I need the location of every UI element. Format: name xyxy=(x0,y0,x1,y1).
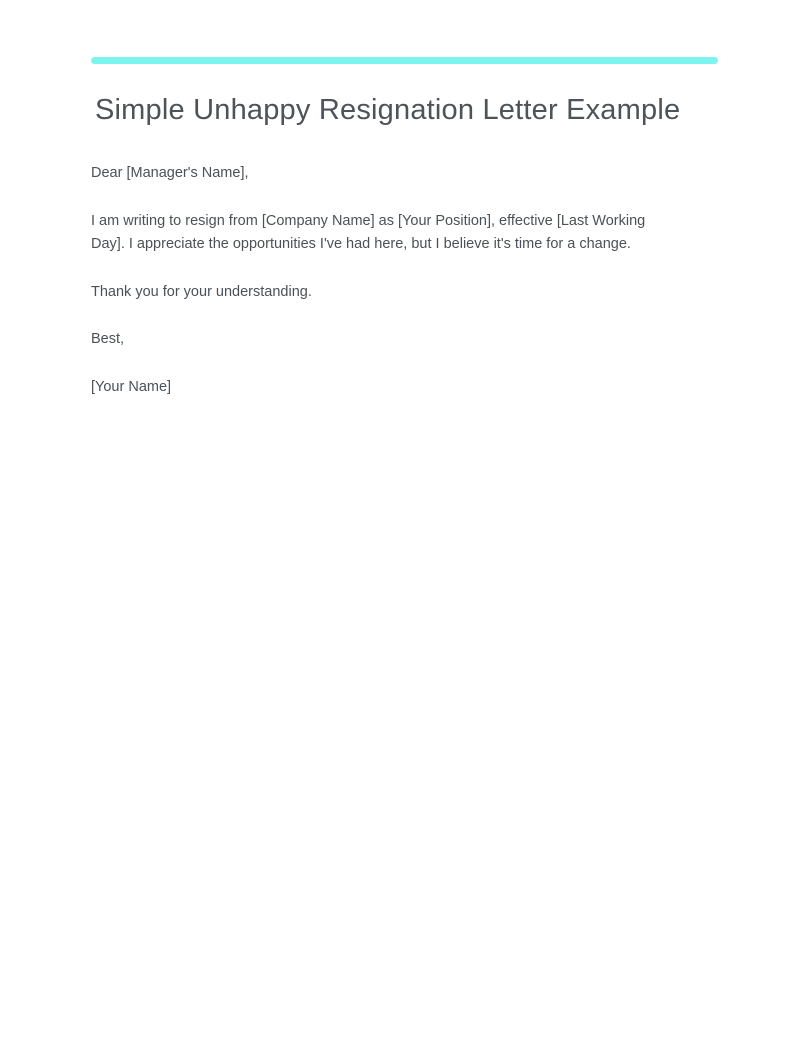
letter-closing: Best, xyxy=(91,331,125,348)
letter-paragraph-main: I am writing to resign from [Company Name] as [Your Position], effective [Last Working Day]. I appreciate the opportunities I've had here, but I believe it's time for a change. xyxy=(91,212,646,253)
letter-salutation: Dear [Manager's Name], xyxy=(91,165,249,182)
letter-body xyxy=(91,162,714,399)
page-title: Simple Unhappy Resignation Letter Example xyxy=(95,94,681,126)
letter-signature: [Your Name] xyxy=(91,378,172,395)
accent-divider-bar xyxy=(91,57,718,64)
letter-paragraph-thanks: Thank you for your understanding. xyxy=(91,283,312,300)
